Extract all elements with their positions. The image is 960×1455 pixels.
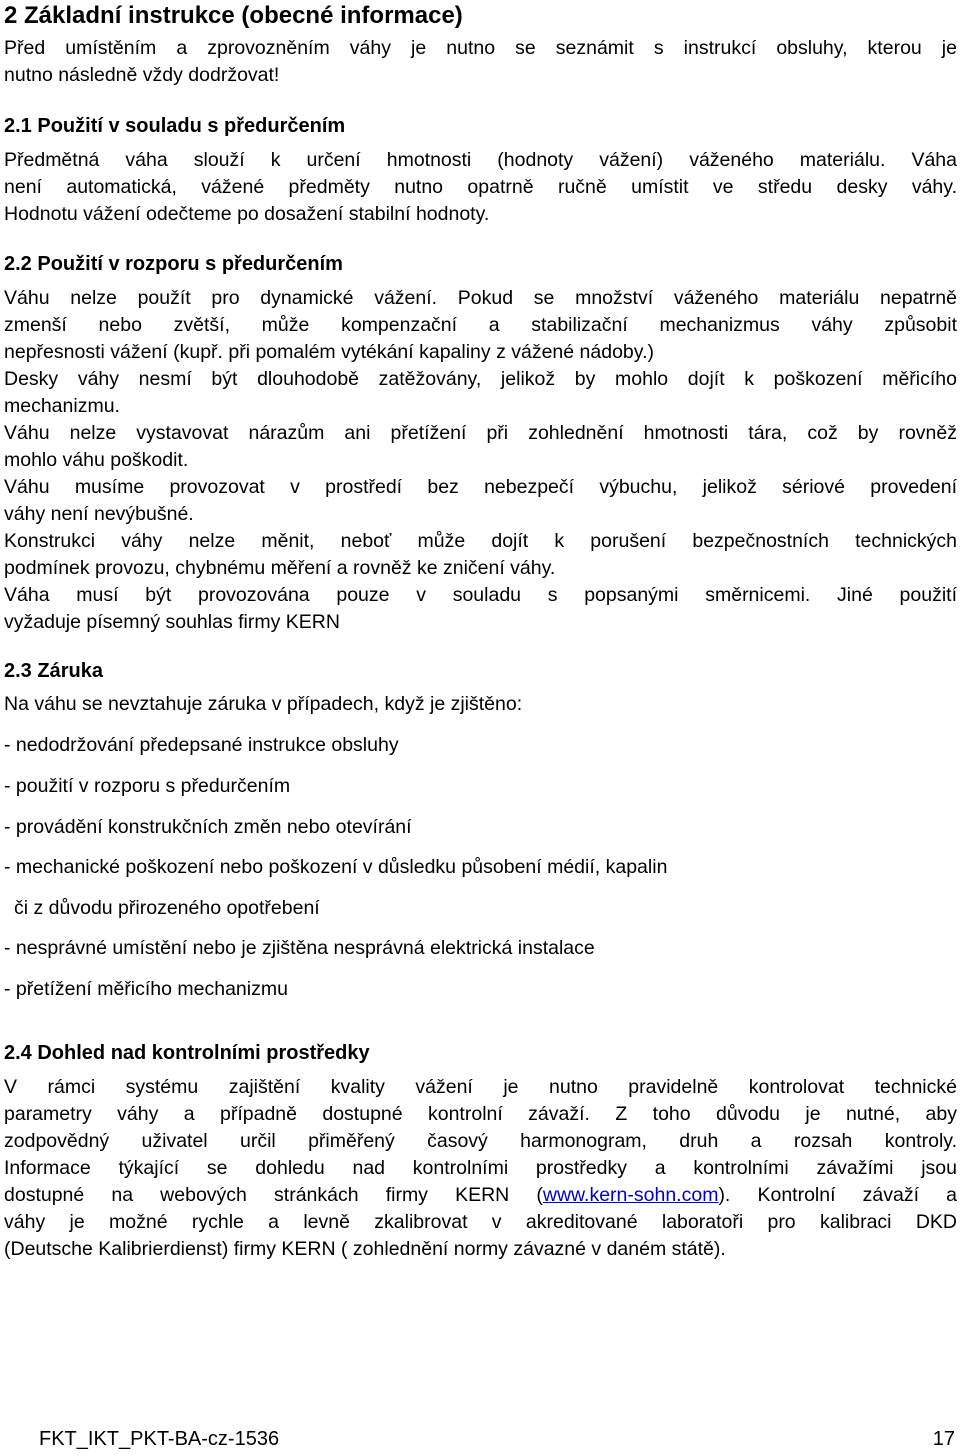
footer-document-id: FKT_IKT_PKT-BA-cz-1536 [39, 1428, 280, 1450]
kern-website-link[interactable]: www.kern-sohn.com [542, 1184, 719, 1206]
text-line: parametry váhy a případně dostupné kontrolní závaží. Z toho důvodu je nutné, aby [4, 1103, 957, 1125]
section-2-1-paragraph [4, 147, 957, 228]
text-line: nepřesnosti vážení (kupř. při pomalém vytékání kapaliny z vážené nádoby.) [4, 341, 654, 363]
text-line: váhy je možné rychle a levně zkalibrovat v akreditované laboratoři pro kalibraci DKD [4, 1211, 957, 1233]
section-2-1-heading: 2.1 Použití v souladu s předurčením [4, 115, 346, 137]
text-line: podmínek provozu, chybnému měření a rovněž ke zničení váhy. [4, 557, 556, 579]
text-line: Konstrukci váhy nelze měnit, neboť může dojít k porušení bezpečnostních technických [4, 530, 957, 552]
list-item: - provádění konstrukčních změn nebo otevírání [4, 816, 412, 838]
text-line: Desky váhy nesmí být dlouhodobě zatěžovány, jelikož by mohlo dojít k poškození měřicího [4, 368, 957, 390]
text-segment: ). Kontrolní závaží a [718, 1184, 957, 1206]
section-2-3-heading: 2.3 Záruka [4, 660, 103, 682]
text-line: vyžaduje písemný souhlas firmy KERN [4, 611, 340, 633]
list-item: - přetížení měřicího mechanizmu [4, 978, 288, 1000]
text-line: Váhu nelze vystavovat nárazům ani přetížení při zohlednění hmotnosti tára, což by rovněž [4, 422, 957, 444]
text-line: nutno následně vždy dodržovat! [4, 64, 280, 86]
text-line: mechanizmu. [4, 395, 120, 417]
section-2-4-heading: 2.4 Dohled nad kontrolními prostředky [4, 1042, 370, 1064]
text-line: (Deutsche Kalibrierdienst) firmy KERN ( zohlednění normy závazné v daném státě). [4, 1238, 726, 1260]
text-line: V rámci systému zajištění kvality vážení je nutno pravidelně kontrolovat technické [4, 1076, 957, 1098]
text-line: Informace týkající se dohledu nad kontrolními prostředky a kontrolními závažími jsou [4, 1157, 957, 1179]
text-line: Váha musí být provozována pouze v souladu s popsanými směrnicemi. Jiné použití [4, 584, 957, 606]
text-line [4, 1182, 957, 1209]
section-2-4-paragraph [4, 1074, 957, 1263]
text-line: Před umístěním a zprovozněním váhy je nutno se seznámit s instrukcí obsluhy, kterou je [4, 37, 957, 59]
warranty-intro: Na váhu se nevztahuje záruka v případech, když je zjištěno: [4, 693, 523, 715]
list-item: - použití v rozporu s předurčením [4, 775, 291, 797]
text-line: váhy není nevýbušné. [4, 503, 194, 525]
intro-paragraph [4, 35, 957, 89]
text-line: Předmětná váha slouží k určení hmotnosti (hodnoty vážení) váženého materiálu. Váha [4, 149, 957, 171]
text-line: Váhu musíme provozovat v prostředí bez nebezpečí výbuchu, jelikož sériové provedení [4, 476, 957, 498]
text-line: mohlo váhu poškodit. [4, 449, 189, 471]
footer-page-number: 17 [932, 1428, 955, 1450]
text-segment: dostupné na webových stránkách firmy KERN ( [4, 1184, 543, 1206]
text-line: Hodnotu vážení odečteme po dosažení stabilní hodnoty. [4, 203, 490, 225]
list-item: - mechanické poškození nebo poškození v důsledku působení médií, kapalin [4, 856, 668, 878]
section-2-2-heading: 2.2 Použití v rozporu s předurčením [4, 253, 343, 275]
text-line: není automatická, vážené předměty nutno opatrně ručně umístit ve středu desky váhy. [4, 176, 957, 198]
list-item: - nedodržování předepsané instrukce obsluhy [4, 734, 399, 756]
text-line: Váhu nelze použít pro dynamické vážení. Pokud se množství váženého materiálu nepatrně [4, 287, 957, 309]
text-line: zmenší nebo zvětší, může kompenzační a stabilizační mechanizmus váhy způsobit [4, 314, 957, 336]
main-heading: 2 Základní instrukce (obecné informace) [4, 2, 463, 29]
list-item: - nesprávné umístění nebo je zjištěna nesprávná elektrická instalace [4, 937, 595, 959]
text-line: zodpovědný uživatel určil přiměřený časový harmonogram, druh a rozsah kontroly. [4, 1130, 957, 1152]
section-2-2-paragraph [4, 285, 957, 636]
list-item: či z důvodu přirozeného opotřebení [14, 897, 320, 919]
